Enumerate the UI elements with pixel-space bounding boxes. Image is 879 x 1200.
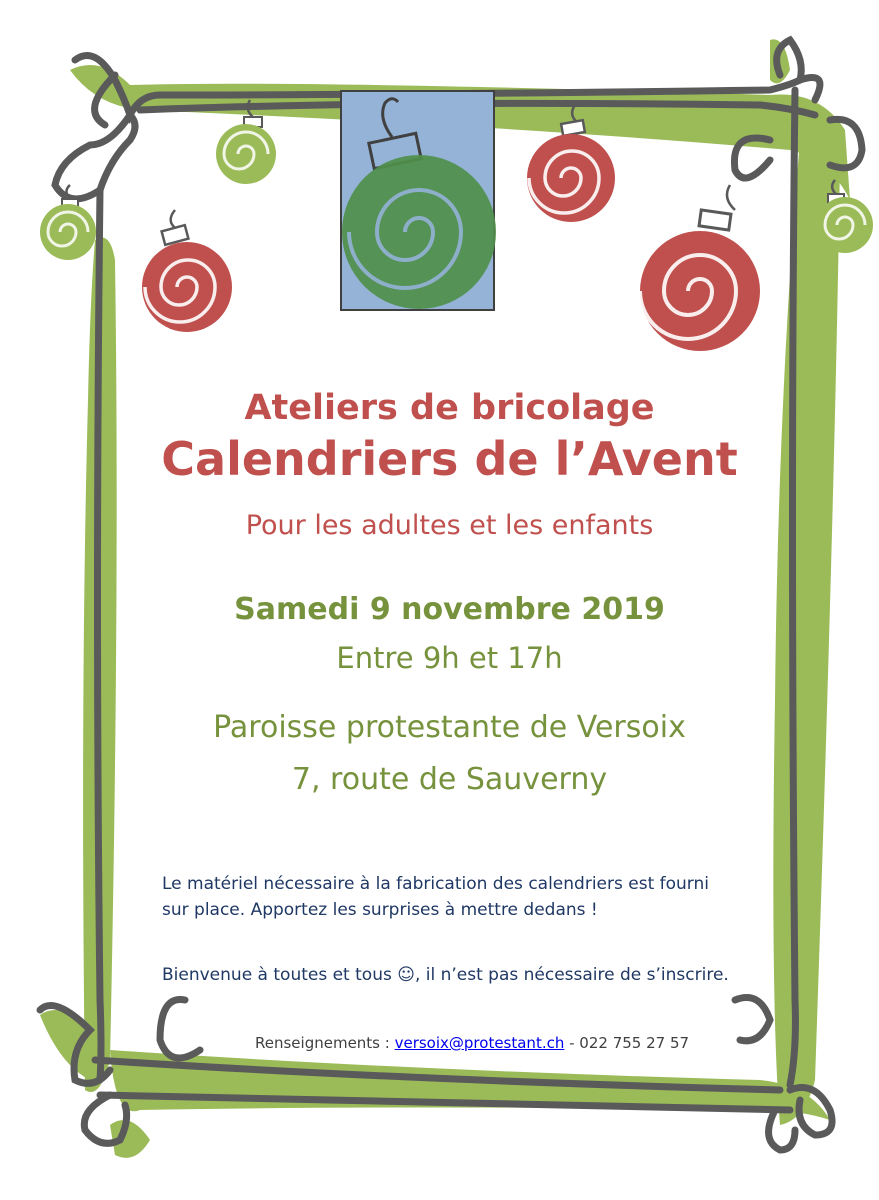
event-hours: Entre 9h et 17h bbox=[336, 641, 563, 675]
materials-line-2: sur place. Apportez les surprises à mettre dedans ! bbox=[162, 900, 598, 920]
contact-prefix: Renseignements : bbox=[255, 1034, 395, 1052]
welcome-paragraph: Bienvenue à toutes et tous ☺, il n’est pas nécessaire de s’inscrire. bbox=[162, 965, 729, 985]
audience-text: Pour les adultes et les enfants bbox=[245, 510, 654, 541]
materials-paragraph bbox=[162, 871, 709, 923]
event-date: Samedi 9 novembre 2019 bbox=[234, 592, 665, 627]
contact-email-link[interactable]: versoix@protestant.ch bbox=[394, 1034, 565, 1052]
event-address: 7, route de Sauverny bbox=[291, 762, 608, 797]
red-ornament-center bbox=[527, 120, 615, 222]
contact-phone: - 022 755 27 57 bbox=[564, 1034, 690, 1052]
featured-ornament-panel bbox=[341, 91, 496, 310]
green-ornament-upper bbox=[216, 117, 276, 184]
red-ornament-large bbox=[640, 210, 760, 351]
poster-title-line-1: Ateliers de bricolage bbox=[244, 388, 655, 428]
contact-line bbox=[255, 1034, 689, 1052]
event-venue: Paroisse protestante de Versoix bbox=[213, 710, 686, 745]
red-ornament-left bbox=[142, 225, 232, 332]
poster-title-line-2: Calendriers de l’Avent bbox=[161, 432, 738, 486]
green-ornament-small-left bbox=[40, 199, 96, 260]
materials-line-1: Le matériel nécessaire à la fabrication des calendriers est fourni bbox=[162, 874, 709, 894]
